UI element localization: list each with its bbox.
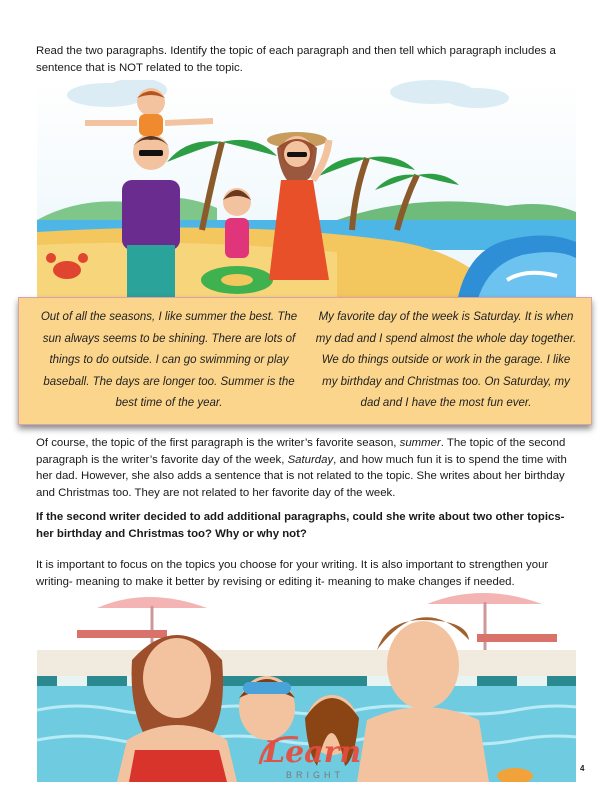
paragraphs-box [18, 297, 592, 425]
question-text: If the second writer decided to add additional paragraphs, could she write about two other topics- her birthday and Christmas too? Why or why not? [36, 511, 565, 540]
instructions-text: Read the two paragraphs. Identify the topic of each paragraph and then tell which paragraph includes a sentence that is NOT related to the topic. [36, 45, 556, 74]
page-number: 4 [580, 764, 585, 773]
logo-sub: BRIGHT [286, 770, 345, 780]
paragraph-summer: Out of all the seasons, I like summer the best. The sun always seems to be shining. There are lots of things to do outside. I can go swimming or play baseball. The days are longer too. Summer is the best time of the year. [40, 311, 298, 409]
beach-family-illustration [37, 80, 576, 302]
paragraph-saturday: My favorite day of the week is Saturday. It is when my dad and I spend almost the whole day together. We do things outside or work in the garage. I like my birthday and Christmas too. On Saturday, my dad and I have the most fun ever. [315, 311, 577, 409]
logo-word: Learn [264, 735, 362, 770]
emphasis-saturday: Saturday [287, 453, 334, 466]
emphasis-summer: summer [399, 437, 441, 449]
learn-bright-logo [246, 730, 376, 782]
closing-text: It is important to focus on the topics you choose for your writing. It is also important to strengthen your writing- meaning to make it better by revising or editing it- meaning to make changes if needed. [36, 559, 549, 588]
explanation-text: Of course, the topic of the first paragraph is the writer’s favorite season, summer. The topic of the second paragraph is the writer’s favorite day of the week, Saturday, and how much fun it is to spend the time with her dad. However, she also adds a sentence that is not related to the topic. She writes about her birthday and Christmas too. They are not related to her favorite day of the week. [36, 437, 567, 499]
